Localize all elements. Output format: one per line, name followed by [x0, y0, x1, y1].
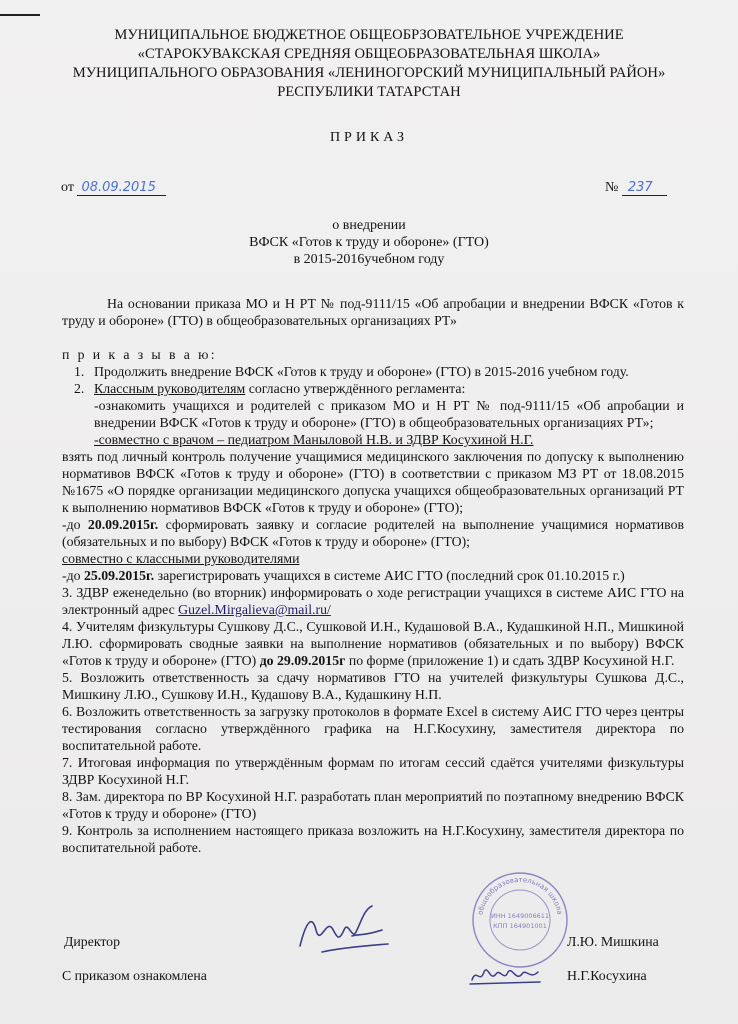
order-body: [62, 295, 684, 856]
header-line-2: «СТАРОКУВАКСКАЯ СРЕДНЯЯ ОБЩЕОБРАЗОВАТЕЛЬНАЯ ШКОЛА»: [137, 46, 601, 62]
item-2-number: 2.: [74, 381, 85, 396]
subject-line-3: в 2015-2016учебном году: [293, 252, 445, 267]
registration-paragraph: [62, 567, 684, 584]
number-prefix: №: [605, 180, 619, 195]
subject-line-1: о внедрении: [332, 218, 406, 233]
number-handwritten: 237: [622, 180, 667, 196]
document-type-title: ПРИКАЗ: [329, 130, 409, 145]
item-2-sub-1: -ознакомить учащихся и родителей с приказом МО и Н РТ № под-9111/15 «Об апробации и внедрении ВФСК «Готов к труду и обороне» (ГТО) в общеобразовательных организациях РТ»;: [94, 398, 684, 430]
director-signature: [292, 900, 392, 962]
registration-deadline: 25.09.2015г.: [83, 568, 155, 583]
svg-text:общеобразовательная школа: общеобразовательная школа: [476, 875, 564, 916]
item-3-email-link[interactable]: Guzel.Mirgalieva@mail.ru/: [178, 602, 331, 617]
header-line-1: МУНИЦИПАЛЬНОЕ БЮДЖЕТНОЕ ОБЩЕОБРЗОВАТЕЛЬНОЕ УЧРЕЖДЕНИЕ: [114, 27, 624, 43]
item-2-title: Классным руководителям: [94, 381, 246, 396]
item-3: [62, 584, 684, 618]
number-line: [605, 180, 667, 196]
date-line: [61, 180, 166, 196]
item-4-end: по форме (приложение 1) и сдать ЗДВР Косухиной Н.Г.: [345, 653, 675, 668]
item-9: 9. Контроль за исполнением настоящего приказа возложить на Н.Г.Косухину, заместителя директора по воспитательной работе.: [62, 823, 684, 855]
acknowledgement-label: С приказом ознакомлена: [62, 968, 207, 983]
item-4-start: 4. Учителям физкультуры Сушкову Д.С., Сушковой И.Н., Кудашовой В.А., Кудашкиной Н.П., Мишкиной Л.Ю. сформировать сводные заявки на выполнение нормативов (обязательных и по выбору) ВФСК «Готов к труду и обороне» (ГТО): [62, 619, 684, 668]
order-subject: [0, 217, 738, 268]
application-deadline: 20.09.2015г.: [87, 517, 159, 532]
header-line-4: РЕСПУБЛИКИ ТАТАРСТАН: [277, 84, 461, 100]
header-line-3: МУНИЦИПАЛЬНОГО ОБРАЗОВАНИЯ «ЛЕНИНОГОРСКИЙ МУНИЦИПАЛЬНЫЙ РАЙОН»: [72, 65, 666, 81]
application-paragraph: [62, 516, 684, 550]
item-5: 5. Возложить ответственность за сдачу нормативов ГТО на учителей физкультуры Сушкова Д.С., Мишкину Л.Ю., Сушкову И.Н., Кудашову В.А., Кудашкину Н.П.: [62, 670, 684, 702]
item-6: 6. Возложить ответственность за загрузку протоколов в формате Excel в систему АИС ГТО через центры тестирования согласно утверждённого графика на Н.Г.Косухину, заместителя директора по воспитательной работе.: [62, 704, 684, 753]
organization-header: [0, 26, 738, 102]
registration-text: зарегистрировать учащихся в системе АИС ГТО (последний срок 01.10.2015 г.): [154, 568, 625, 583]
item-2-title-rest: согласно утверждённого регламента:: [245, 381, 466, 396]
item-2-heading: [94, 380, 684, 397]
registration-prefix: -до: [62, 568, 84, 583]
item-4: [62, 618, 684, 669]
date-handwritten: 08.09.2015: [77, 180, 165, 196]
director-name: Л.Ю. Мишкина: [567, 934, 659, 949]
acknowledgement-name: Н.Г.Косухина: [567, 968, 647, 983]
scan-corner-mark: [0, 14, 40, 16]
item-1-text: Продолжить внедрение ВФСК «Готов к труду и обороне» (ГТО) в 2015-2016 учебном году.: [94, 364, 629, 379]
item-8: 8. Зам. директора по ВР Косухиной Н.Г. разработать план мероприятий по поэтапному внедрению ВФСК «Готов к труду и обороне» (ГТО): [62, 789, 684, 821]
application-text: сформировать заявку и согласие родителей на выполнение учащимися нормативов (обязательных и по выбору) ВФСК «Готов к труду и обороне» (ГТО);: [62, 517, 684, 549]
application-prefix: -до: [62, 517, 88, 532]
director-role: Директор: [64, 934, 120, 949]
item-1-number: 1.: [74, 364, 85, 379]
item-1: [62, 363, 684, 380]
item-2: [62, 380, 684, 397]
control-paragraph: взять под личный контроль получение учащимися медицинского заключения по допуску к выполнению нормативов ВФСК «Готов к труду и обороне» (ГТО) в соответствии с приказом МЗ РТ от 18.08.2015 №1675 «О порядке организации медицинского допуска учащихся общеобразовательных организаций РТ к выполнению нормативов ВФСК «Готов к труду и обороне» (ГТО);: [62, 449, 684, 515]
order-word: п р и к а з ы в а ю:: [62, 347, 218, 362]
acknowledgement-signature: [468, 960, 548, 990]
item-2-sub-2-wrap: [62, 431, 684, 448]
item-7: 7. Итоговая информация по утверждённым формам по итогам сессий сдаётся учителями физкультуры ЗДВР Косухиной Н.Г.: [62, 755, 684, 787]
subject-line-2: ВФСК «Готов к труду и обороне» (ГТО): [249, 235, 489, 250]
preamble: На основании приказа МО и Н РТ № под-9111/15 «Об апробации и внедрении ВФСК «Готов к труду и обороне» (ГТО) в общеобразовательных организациях РТ»: [62, 296, 684, 328]
svg-text:КПП 164901001: КПП 164901001: [493, 922, 547, 930]
school-stamp: [470, 870, 570, 970]
svg-text:ИНН 1649006611: ИНН 1649006611: [490, 912, 550, 920]
joint-line-wrap: [62, 550, 684, 567]
date-prefix: от: [61, 180, 74, 195]
joint-line: совместно с классными руководителями: [62, 551, 300, 566]
item-3-text: 3. ЗДВР еженедельно (во вторник) информировать о ходе регистрации учащихся в системе АИС ГТО на электронный адрес: [62, 585, 684, 617]
item-4-deadline: до 29.09.2015г: [259, 653, 346, 668]
item-2-sub-2: -совместно с врачом – педиатром Маныловой Н.В. и ЗДВР Косухиной Н.Г.: [94, 432, 534, 447]
